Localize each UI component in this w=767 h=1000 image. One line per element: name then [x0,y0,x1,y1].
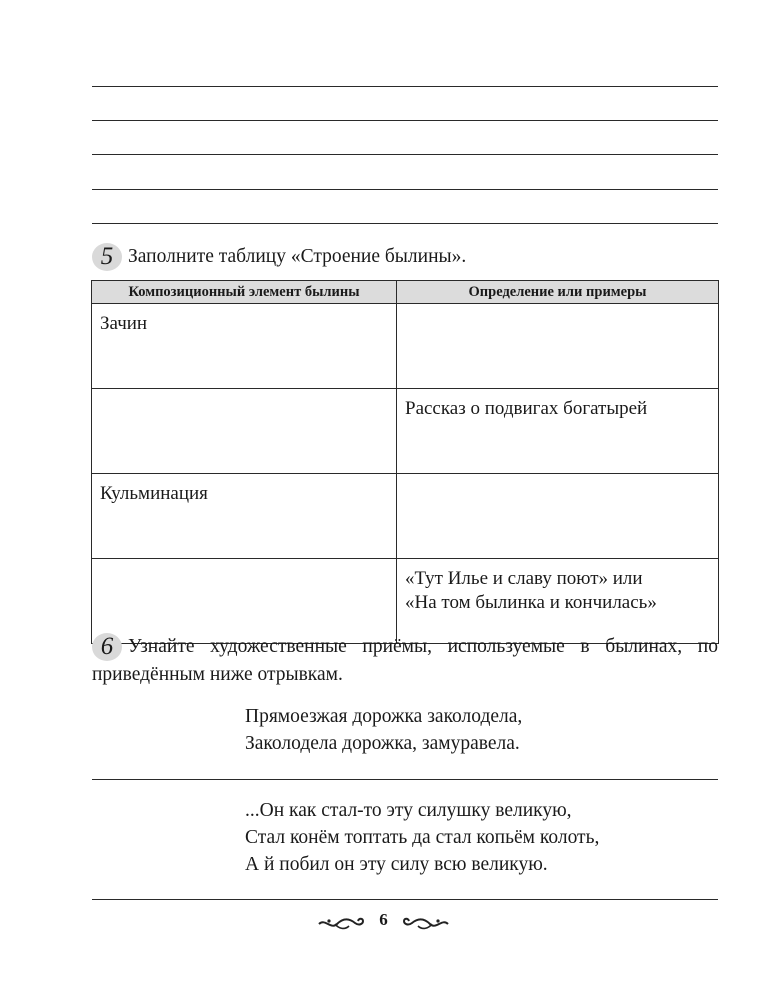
task-5 [92,243,718,271]
answer-line [92,120,718,121]
table-row [92,474,719,559]
table-cell[interactable] [92,559,397,644]
excerpt-1 [245,703,522,757]
excerpt-2 [245,797,599,878]
table-cell: Кульминация [92,474,397,559]
task-number-badge: 5 [92,243,122,271]
right-ornament-icon [402,912,450,934]
poem-line: Стал конём топтать да стал копьём колоть, [245,827,600,848]
table-cell[interactable] [92,389,397,474]
table-cell: Зачин [92,304,397,389]
table-cell [397,559,719,644]
page-footer [0,910,767,934]
answer-line [92,899,718,900]
answer-line [92,779,718,780]
answer-line [92,86,718,87]
answer-line [92,189,718,190]
task-6 [92,633,718,688]
table-cell[interactable] [397,304,719,389]
poem-line: Прямоезжая дорожка заколодела, [245,706,523,727]
task-text: Заполните таблицу «Строение былины». [128,246,467,267]
table-header-row [92,281,719,304]
left-ornament-icon [317,912,365,934]
table-cell[interactable] [397,474,719,559]
table-header: Определение или примеры [397,281,719,304]
table-header: Композиционный элемент былины [92,281,397,304]
page-number: 6 [379,910,388,929]
cell-line: «На том былинка и кончилась» [405,592,657,613]
poem-line: ...Он как стал-то эту силушку великую, [245,800,572,821]
table-cell: Рассказ о подвигах богатырей [397,389,719,474]
task-text: Узнайте художественные приёмы, используемые в былинах, по приведённым ниже отрывкам. [92,636,718,685]
structure-table [91,280,719,644]
table-row [92,304,719,389]
table-row [92,389,719,474]
cell-line: «Тут Илье и славу поют» или [405,568,643,589]
table-row [92,559,719,644]
poem-line: А й побил он эту силу всю великую. [245,854,548,875]
task-number-badge: 6 [92,633,122,661]
answer-line [92,154,718,155]
poem-line: Заколодела дорожка, замуравела. [245,733,520,754]
answer-line [92,223,718,224]
